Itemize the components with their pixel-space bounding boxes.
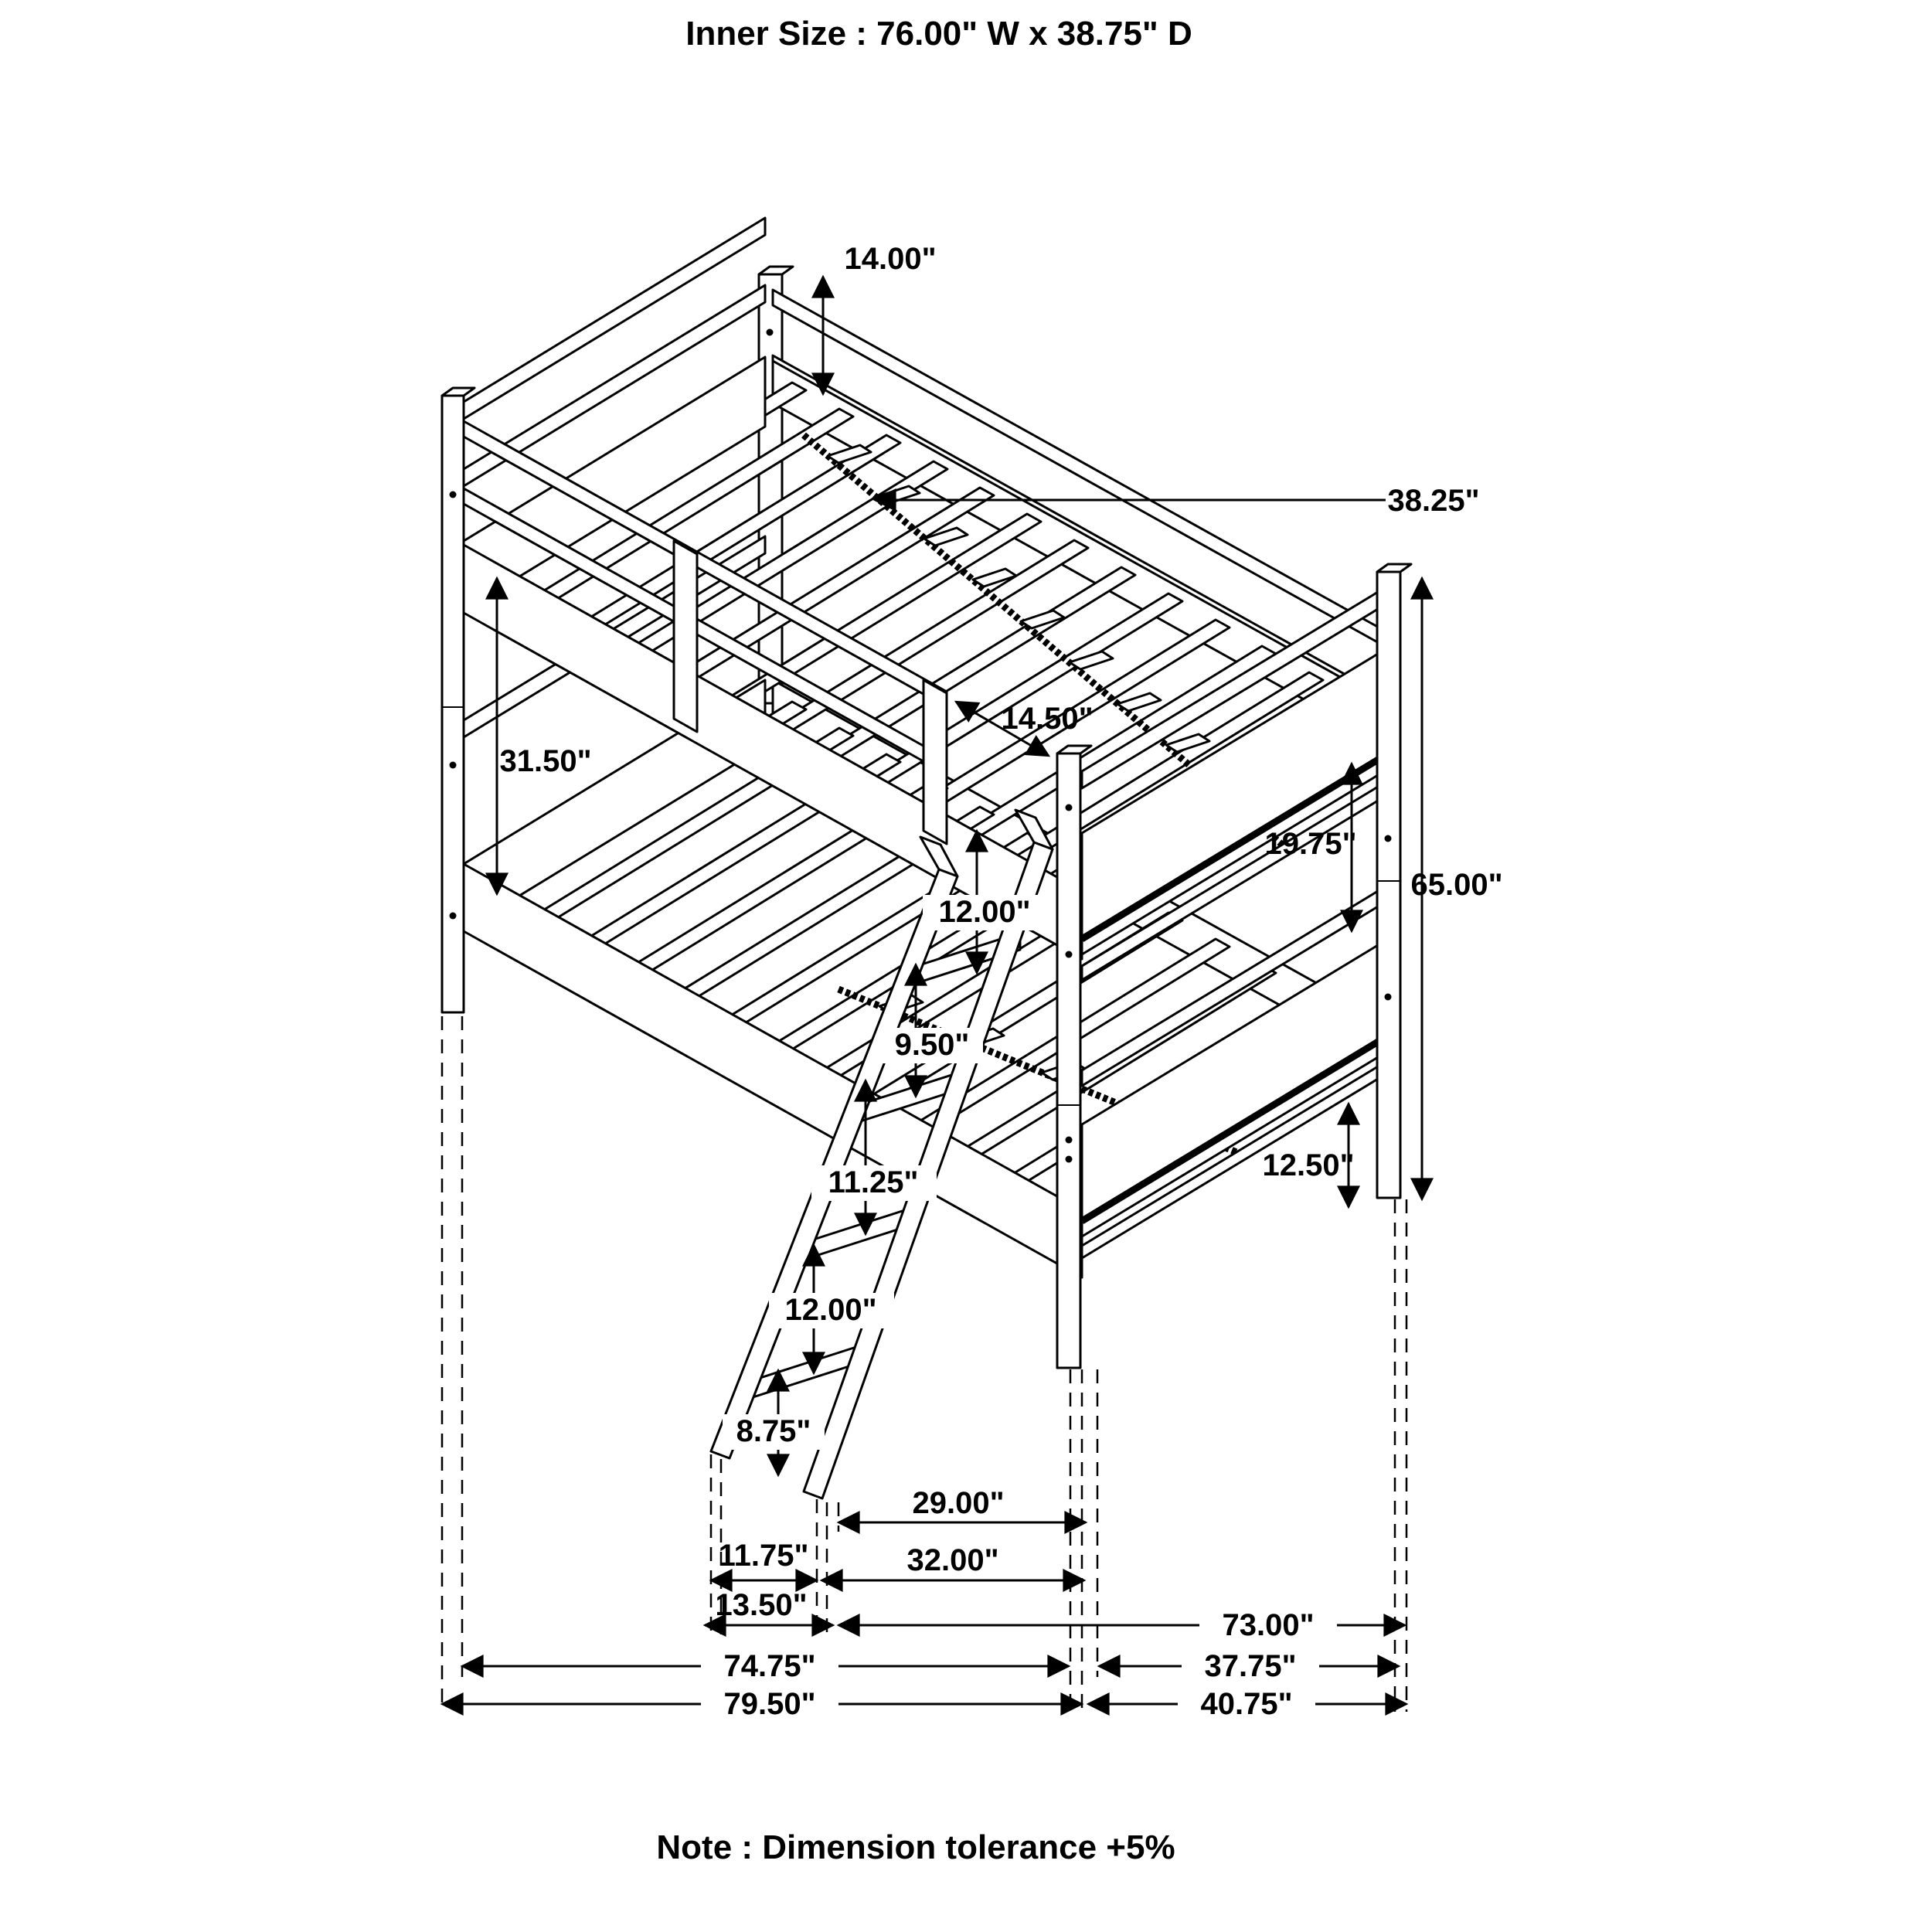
dim-label-ladder-foot-to-post: 29.00": [912, 1486, 1005, 1520]
dim-label-ladder-feet-inner: 11.75": [718, 1539, 809, 1573]
dim-label-ladder-feet-outer: 13.50": [715, 1588, 808, 1622]
dim-label-frame-length-inner: 73.00": [1222, 1608, 1315, 1642]
dim-label-under-bed-clearance: 12.50": [1262, 1148, 1355, 1182]
dim-label-bunk-clearance-left: 31.50": [499, 744, 592, 778]
dim-label-frame-depth-inner: 37.75": [1204, 1649, 1297, 1683]
dim-label-ladder-step-bottom: 8.75": [736, 1414, 811, 1448]
dim-label-ladder-step-3: 11.25": [828, 1165, 919, 1199]
foot-far-post: [1377, 564, 1411, 1198]
dim-label-ladder-step-top: 12.00": [938, 895, 1031, 929]
page-note: Note : Dimension tolerance +5%: [656, 1828, 1175, 1866]
dim-label-slat-depth: 38.25": [1387, 484, 1480, 518]
dim-label-overall-length: 79.50": [723, 1687, 816, 1721]
dim-label-ladder-foot-to-post-outer: 32.00": [906, 1543, 999, 1577]
dim-label-overall-depth: 40.75": [1200, 1687, 1293, 1721]
dim-label-ladder-step-4: 12.00": [784, 1293, 877, 1327]
dim-label-ladder-step-2: 9.50": [894, 1028, 970, 1062]
dim-label-footboard-panel-height: 19.75": [1264, 827, 1357, 861]
dim-label-overall-height: 65.00": [1410, 868, 1503, 902]
dim-label-headboard-rail-height: 14.00": [844, 242, 937, 276]
page-title: Inner Size : 76.00" W x 38.75" D: [685, 15, 1192, 53]
dim-label-ladder-opening: 14.50": [1001, 702, 1094, 736]
dim-label-frame-length-mid: 74.75": [723, 1649, 816, 1683]
